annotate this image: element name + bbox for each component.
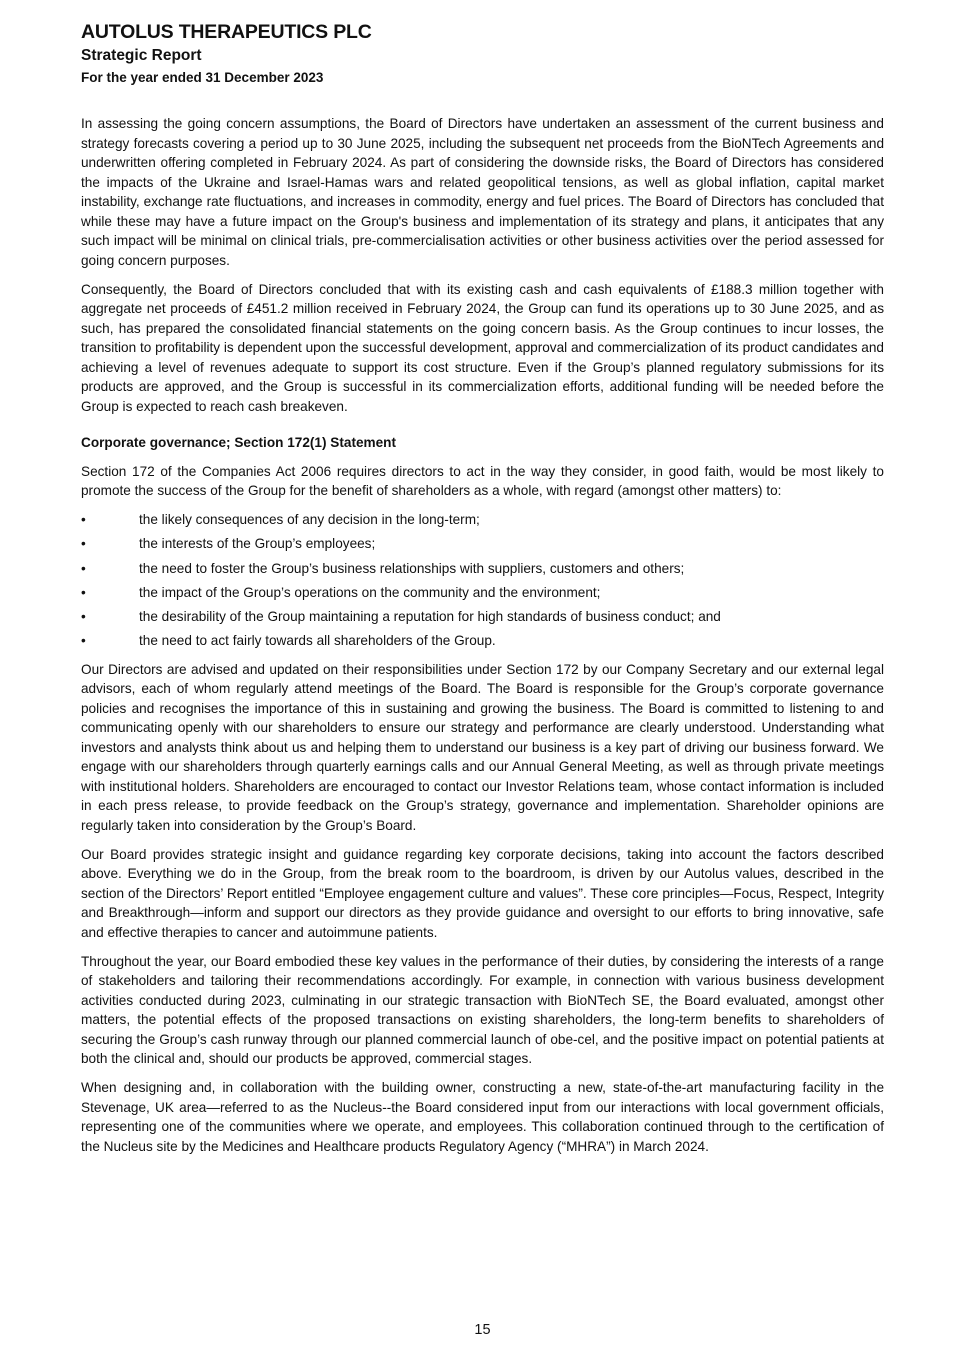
- section-heading: Corporate governance; Section 172(1) Statement: [81, 435, 397, 450]
- list-item: • the need to act fairly towards all shareholders of the Group.: [81, 631, 884, 651]
- bullet-icon: •: [81, 584, 86, 600]
- bullet-icon: •: [81, 560, 86, 576]
- paragraph-board-stakeholders: Throughout the year, our Board embodied these key values in the performance of their duties, by considering the interests of a range of stakeholders and tailoring their recommendations accordingly. For example, in connection with various business development activities conducted during 2023, culminating in our strategic transaction with BioNTech SE, the Board evaluated, amongst other matters, the potential effects of the proposed transactions on existing shareholders, the long-term benefits to shareholders of securing the Group’s cash runway through our planned commercial launch of obe-cel, and the positive impact on potential patients at both the clinical and, should our products be approved, commercial stages.: [81, 953, 884, 1067]
- list-item: • the desirability of the Group maintaining a reputation for high standards of business conduct; and: [81, 607, 884, 627]
- paragraph-directors-responsibilities: Our Directors are advised and updated on their responsibilities under Section 172 by our Company Secretary and our external legal advisors, each of whom regularly attend meetings of the Board. The Board is responsible for the Group’s corporate governance policies and recognises the importance of this in sustaining and growing the business. The Board is committed to listening to and communicating openly with our shareholders to ensure our strategy and performance are clearly understood. Understanding what investors and analysts think about us and helping them to understand our business is a key part of driving our business forward. We engage with our shareholders through quarterly earnings calls and our Annual General Meeting, as well as through private meetings with institutional holders. Shareholders are encouraged to contact our Investor Relations team, whose contact information is included in each press release, to provide feedback on the Group’s strategy, governance and implementation. Shareholder opinions are regularly taken into consideration by the Group’s Board.: [81, 661, 884, 833]
- list-item: • the impact of the Group’s operations on the community and the environment;: [81, 583, 884, 603]
- paragraph-going-concern-conclusion: Consequently, the Board of Directors concluded that with its existing cash and cash equivalents of £188.3 million together with aggregate net proceeds of £451.2 million received in February 2024, the Group can fund its operations up to 30 June 2025, and as such, has prepared the consolidated financial statements on the going concern basis. As the Group continues to incur losses, the transition to profitability is dependent upon the successful development, approval and commercialization of its product candidates and achieving a level of revenues adequate to support its cost structure. Even if the Group’s planned regulatory submissions for its products are approved, and the Group is successful in its commercialization efforts, additional funding will be needed before the Group is expected to reach cash breakeven.: [81, 281, 884, 414]
- paragraph-section-172-intro: Section 172 of the Companies Act 2006 requires directors to act in the way they consider, in good faith, would be most likely to promote the success of the Group for the benefit of shareholders as a whole, with regard (amongst other matters) to:: [81, 463, 884, 498]
- bullet-icon: •: [81, 609, 86, 625]
- list-item: • the likely consequences of any decision in the long-term;: [81, 510, 884, 530]
- list-item: • the interests of the Group’s employees;: [81, 534, 884, 554]
- section-172-list: [81, 510, 884, 651]
- company-name: AUTOLUS THERAPEUTICS PLC: [81, 21, 372, 43]
- document-header: [81, 20, 372, 88]
- bullet-icon: •: [81, 633, 86, 649]
- paragraph-board-values: Our Board provides strategic insight and guidance regarding key corporate decisions, taking into account the factors described above. Everything we do in the Group, from the break room to the boardroom, is driven by our Autolus values, described in the section of the Directors’ Report entitled “Employee engagement culture and values”. These core principles—Focus, Respect, Integrity and Breakthrough—inform and support our directors as they provide guidance and oversight to our efforts to bring innovative, safe and effective therapies to cancer and autoimmune patients.: [81, 846, 884, 940]
- bullet-icon: •: [81, 536, 86, 552]
- report-title: Strategic Report: [81, 47, 202, 64]
- report-period: For the year ended 31 December 2023: [81, 70, 324, 85]
- paragraph-going-concern-assessment: In assessing the going concern assumptions, the Board of Directors have undertaken an assessment of the current business and strategy forecasts covering a period up to 30 June 2025, including the subsequent net proceeds from the BioNTech Agreements and underwritten offering completed in February 2024. As part of considering the downside risks, the Board of Directors has considered the impacts of the Ukraine and Israel-Hamas wars and related geopolitical tensions, as well as global inflation, capital market instability, exchange rate fluctuations, and increases in commodity, energy and fuel prices. The Board of Directors has concluded that while these may have a future impact on the Group's business and implementation of its strategy and plans, it anticipates that any such impact will be minimal on clinical trials, pre-commercialisation activities or other business activities over the period assessed for going concern purposes.: [81, 116, 884, 268]
- document-body: [81, 114, 884, 1166]
- bullet-icon: •: [81, 512, 86, 527]
- page-number: 15: [474, 1322, 491, 1338]
- paragraph-nucleus-facility: When designing and, in collaboration with the building owner, constructing a new, state-of-the-art manufacturing facility in the Stevenage, UK area—referred to as the Nucleus--the Board considered input from our interactions with local government officials, representing one of the communities where we operate, and employees. This collaboration continued through to the certification of the Nucleus site by the Medicines and Healthcare products Regulatory Agency (“MHRA”) in March 2024.: [81, 1080, 884, 1154]
- list-item: • the need to foster the Group’s business relationships with suppliers, customers and others;: [81, 559, 884, 579]
